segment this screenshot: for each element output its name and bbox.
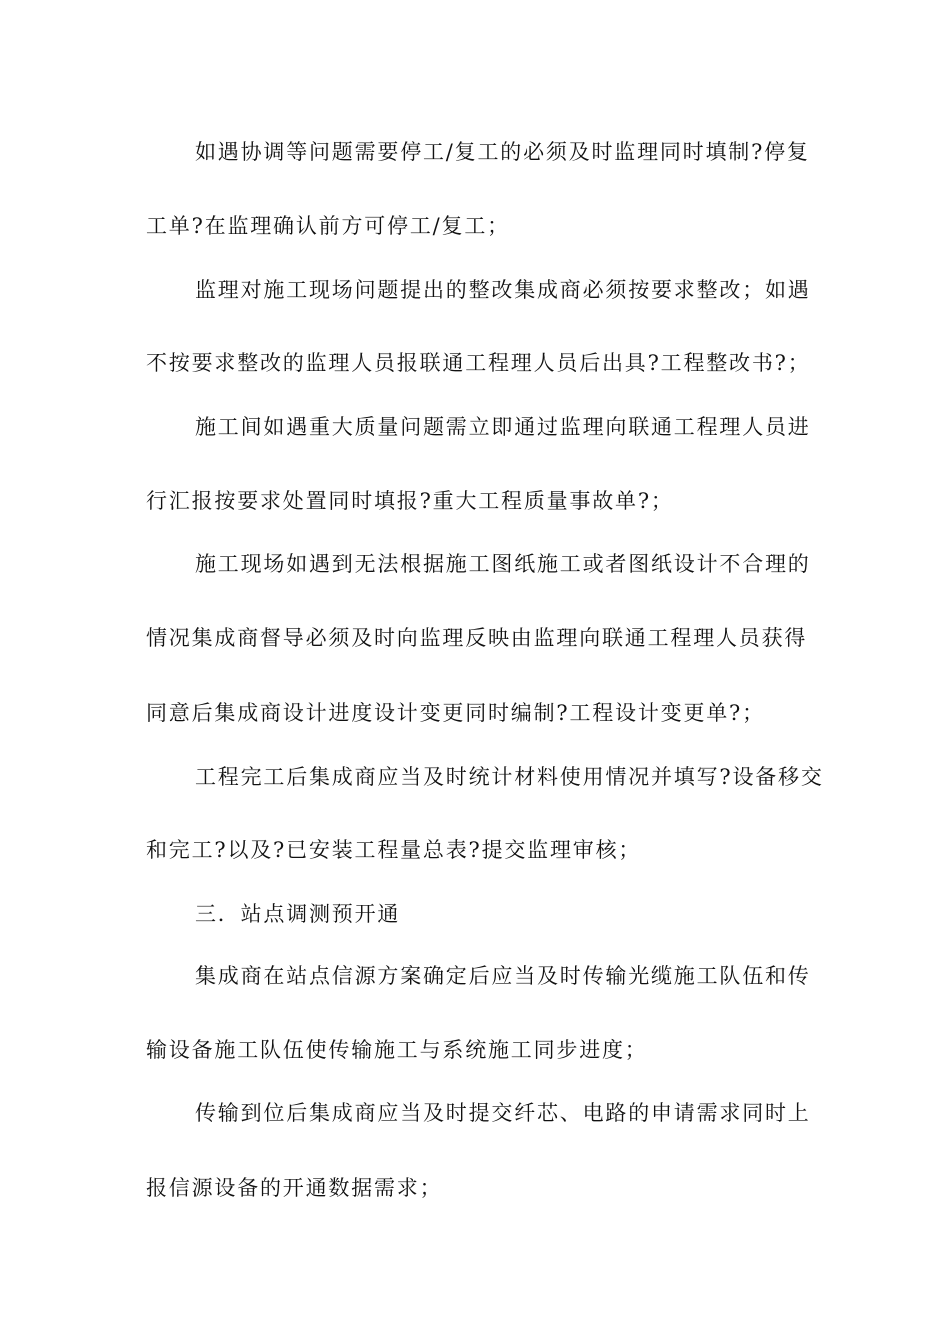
paragraph-7-line-2: 输设备施工队伍使传输施工与系统施工同步进度； [146, 1038, 648, 1062]
paragraph-2-line-2: 不按要求整改的监理人员报联通工程理人员后出具?工程整改书?； [146, 351, 811, 375]
paragraph-1-line-1: 如遇协调等问题需要停工/复工的必须及时监理同时填制?停复 [195, 140, 810, 164]
paragraph-8-line-2: 报信源设备的开通数据需求； [146, 1176, 443, 1200]
paragraph-3-line-1: 施工间如遇重大质量问题需立即通过监理向联通工程理人员进 [195, 415, 811, 439]
paragraph-8-line-1: 传输到位后集成商应当及时提交纤芯、电路的申请需求同时上 [195, 1101, 811, 1125]
paragraph-2-line-1: 监理对施工现场问题提出的整改集成商必须按要求整改；如遇 [195, 278, 811, 302]
paragraph-1-line-2: 工单?在监理确认前方可停工/复工； [146, 214, 510, 238]
paragraph-4-line-3: 同意后集成商设计进度设计变更同时编制?工程设计变更单?； [146, 701, 765, 725]
paragraph-4-line-2: 情况集成商督导必须及时向监理反映由监理向联通工程理人员获得 [146, 626, 808, 650]
paragraph-3-line-2: 行汇报按要求处置同时填报?重大工程质量事故单?； [146, 489, 674, 513]
section-heading: 三．站点调测预开通 [195, 902, 401, 926]
paragraph-5-line-2: 和完工?以及?已安装工程量总表?提交监理审核； [146, 838, 642, 862]
paragraph-7-line-1: 集成商在站点信源方案确定后应当及时传输光缆施工队伍和传 [195, 964, 811, 988]
paragraph-5-line-1: 工程完工后集成商应当及时统计材料使用情况并填写?设备移交 [195, 765, 824, 789]
paragraph-4-line-1: 施工现场如遇到无法根据施工图纸施工或者图纸设计不合理的 [195, 552, 811, 576]
